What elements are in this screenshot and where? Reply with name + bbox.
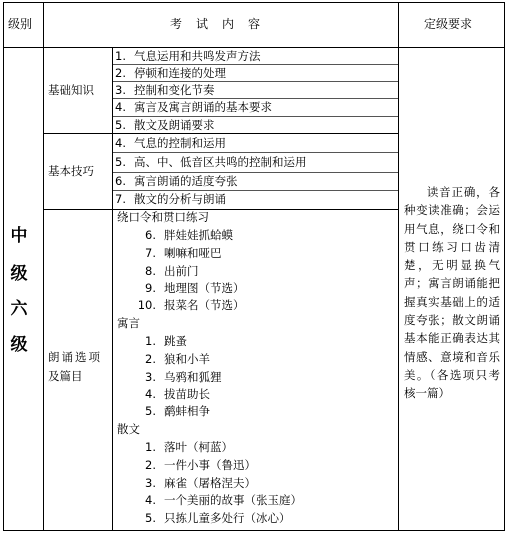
item-text: 一个美丽的故事（张玉庭）	[164, 493, 302, 507]
item-number: 5.	[115, 155, 126, 169]
category-basic-skills: 基本技巧	[48, 164, 94, 178]
item-number: 1.	[145, 440, 156, 454]
list-item	[104, 48, 261, 64]
item-text: 气息的控制和运用	[134, 136, 226, 150]
item-text: 控制和变化节奏	[134, 83, 215, 97]
item-text: 鹬蚌相争	[164, 404, 210, 418]
table-border-top	[3, 2, 505, 3]
item-number: 9.	[145, 281, 156, 295]
group-title-fables: 寓言	[117, 316, 140, 330]
item-number: 4.	[115, 100, 126, 114]
category-basic-knowledge: 基础知识	[48, 83, 94, 97]
list-item	[104, 173, 238, 189]
row-divider-1	[43, 133, 398, 134]
item-number: 7.	[145, 246, 156, 260]
item-text: 寓言朗诵的适度夸张	[134, 174, 238, 188]
item-text: 散文的分析与朗诵	[134, 192, 226, 206]
header-content: 考 试 内 容	[170, 17, 262, 31]
list-item	[134, 297, 245, 313]
item-number: 8.	[145, 264, 156, 278]
item-number: 4.	[115, 136, 126, 150]
item-number: 6.	[145, 228, 156, 242]
list-item	[104, 191, 226, 207]
list-item	[134, 403, 210, 419]
list-item	[104, 154, 307, 170]
list-item	[104, 135, 226, 151]
item-number: 3.	[145, 476, 156, 490]
item-number: 5.	[145, 511, 156, 525]
item-text: 跳蚤	[164, 334, 187, 348]
item-text: 停顿和连接的处理	[134, 66, 226, 80]
grading-requirement	[404, 183, 500, 403]
item-number: 2.	[115, 66, 126, 80]
col-divider-level	[43, 2, 44, 531]
level-char-1: 中	[10, 226, 28, 246]
list-item	[134, 263, 199, 279]
level-char-3: 六	[10, 299, 28, 319]
list-item	[134, 492, 302, 508]
item-text: 喇嘛和哑巴	[164, 246, 222, 260]
item-text: 散文及朗诵要求	[134, 118, 215, 132]
header-requirement: 定级要求	[424, 17, 473, 31]
item-sep	[112, 152, 398, 153]
item-text: 狼和小羊	[164, 352, 210, 366]
list-item	[134, 475, 256, 491]
item-number: 4.	[145, 387, 156, 401]
item-number: 5.	[115, 118, 126, 132]
requirement-text: 读音正确，各种变读准确；会运用气息，绕口令和贯口练习口齿清楚，无明显换气声；寓言朗诵能把握真实基础上的适度夸张；散文朗诵基本能正确表达其情感、意境和音乐美。（各选项只考核一篇）	[404, 185, 500, 401]
row-divider-2	[43, 209, 398, 210]
item-text: 胖娃娃抓蛤蟆	[164, 228, 233, 242]
item-number: 2.	[145, 458, 156, 472]
item-text: 麻雀（屠格涅夫）	[164, 476, 256, 490]
list-item	[104, 65, 226, 81]
item-text: 报菜名（节选）	[164, 298, 245, 312]
list-item	[134, 351, 210, 367]
category-recitation-line2: 及篇目	[48, 369, 83, 383]
item-number: 10.	[137, 298, 156, 312]
item-text: 一件小事（鲁迅）	[164, 458, 256, 472]
list-item	[134, 280, 245, 296]
table-border-bottom	[3, 530, 505, 531]
category-recitation-line1: 朗诵选项	[48, 350, 102, 364]
item-text: 只拣儿童多处行（冰心）	[164, 511, 291, 525]
item-number: 7.	[115, 192, 126, 206]
item-text: 落叶（柯蓝）	[164, 440, 233, 454]
item-text: 乌鸦和狐狸	[164, 370, 222, 384]
item-number: 2.	[145, 352, 156, 366]
list-item	[134, 369, 222, 385]
group-title-prose: 散文	[117, 422, 140, 436]
item-text: 高、中、低音区共鸣的控制和运用	[134, 155, 307, 169]
list-item	[134, 333, 187, 349]
item-number: 6.	[115, 174, 126, 188]
item-number: 5.	[145, 404, 156, 418]
level-char-4: 级	[10, 335, 28, 355]
item-number: 3.	[145, 370, 156, 384]
level-char-2: 级	[10, 264, 28, 284]
list-item	[134, 227, 233, 243]
list-item	[134, 245, 222, 261]
group-title-tongue-twisters: 绕口令和贯口练习	[117, 210, 209, 224]
item-text: 拔苗助长	[164, 387, 210, 401]
item-text: 气息运用和共鸣发声方法	[134, 49, 261, 63]
header-level: 级别	[8, 17, 33, 31]
list-item	[104, 99, 272, 115]
list-item	[134, 386, 210, 402]
col-divider-requirement	[398, 2, 399, 531]
item-text: 出前门	[164, 264, 199, 278]
table-border-right	[504, 2, 505, 531]
item-text: 地理图（节选）	[164, 281, 245, 295]
item-number: 3.	[115, 83, 126, 97]
list-item	[104, 82, 215, 98]
list-item	[134, 439, 233, 455]
list-item	[134, 510, 291, 526]
item-number: 1.	[145, 334, 156, 348]
item-number: 4.	[145, 493, 156, 507]
item-text: 寓言及寓言朗诵的基本要求	[134, 100, 272, 114]
list-item	[134, 457, 256, 473]
list-item	[104, 117, 215, 133]
item-number: 1.	[115, 49, 126, 63]
